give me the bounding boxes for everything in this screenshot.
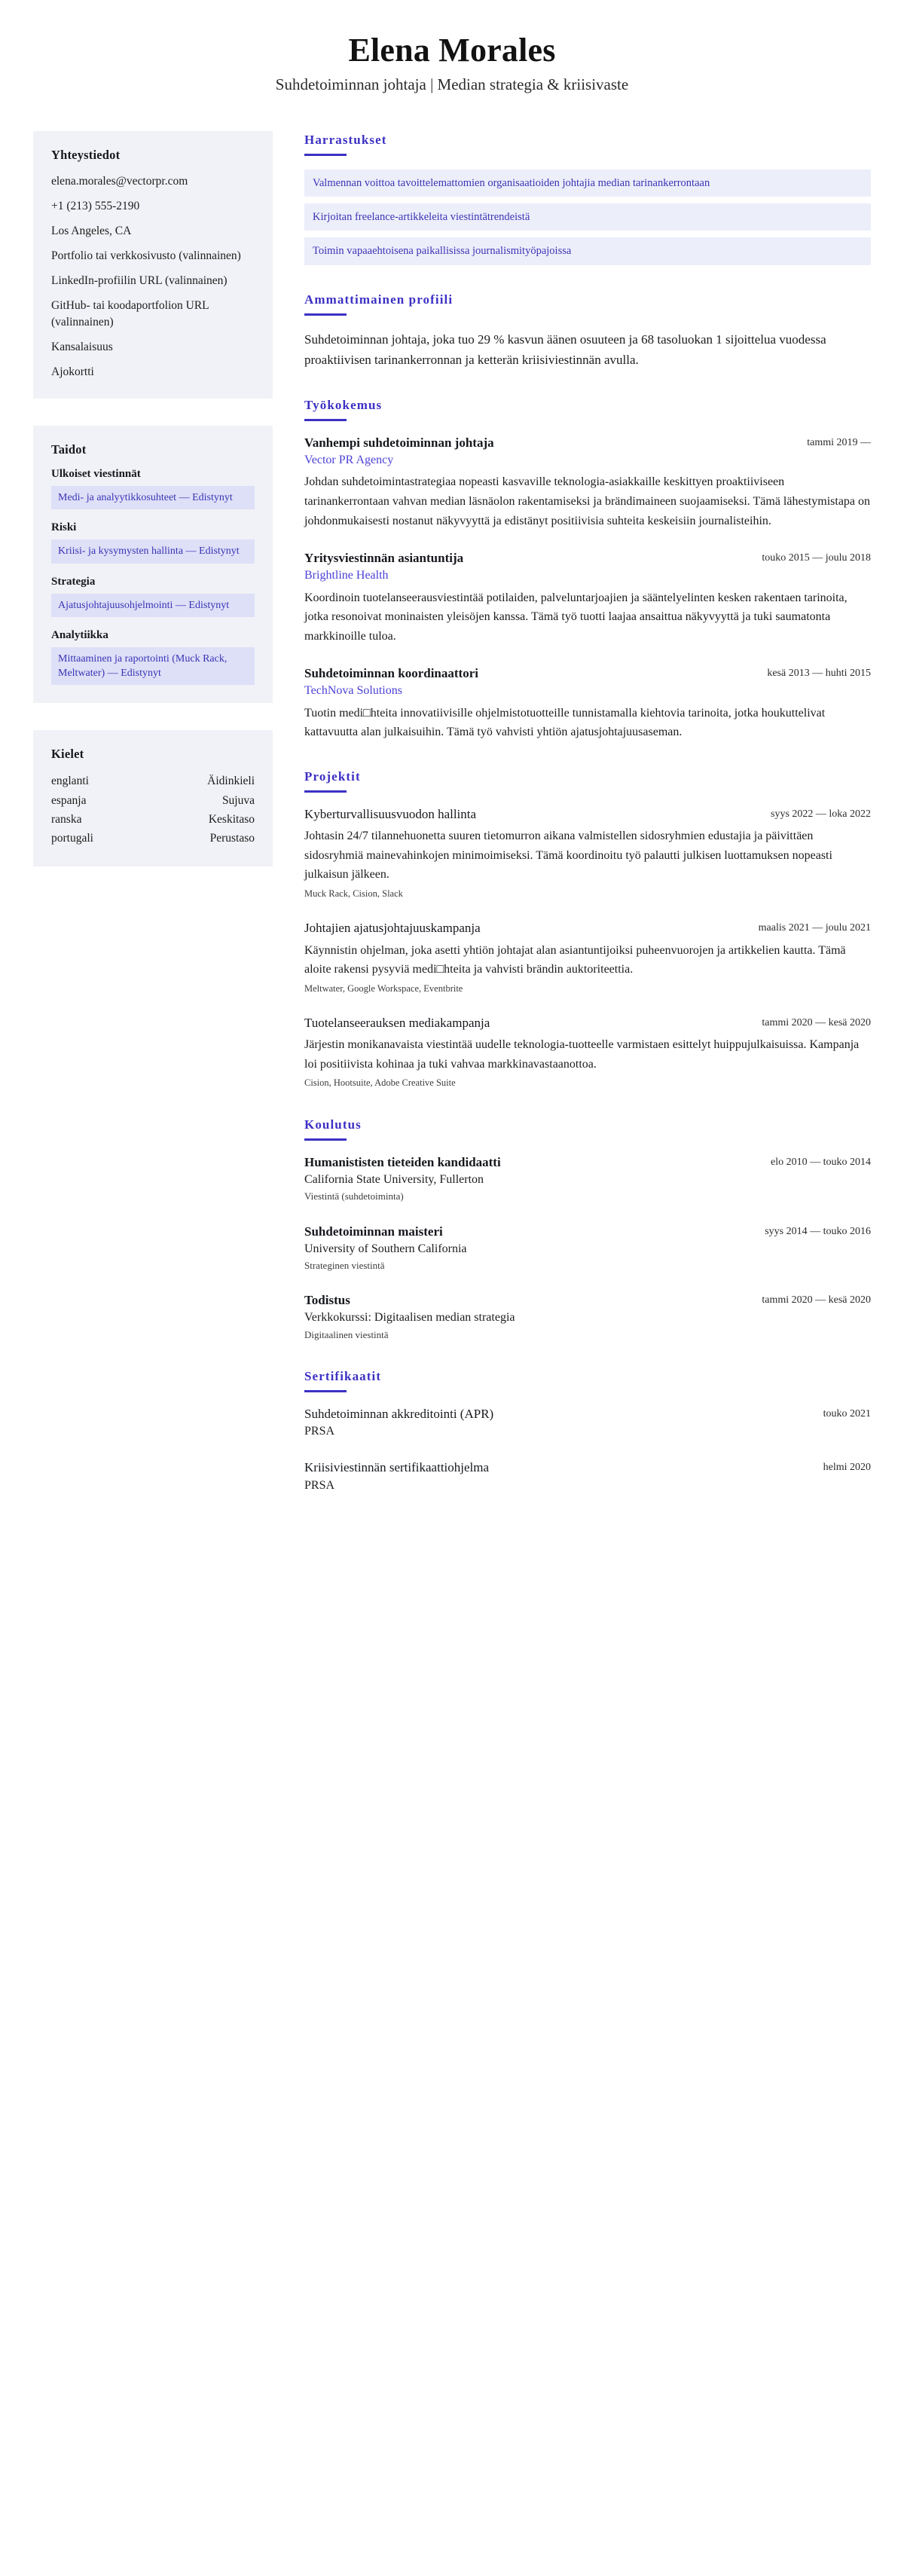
study-field: Strateginen viestintä <box>304 1260 385 1272</box>
skill-group-label: Analytiikka <box>51 628 108 641</box>
profile-summary: Suhdetoiminnan johtaja, joka tuo 29 % kasvun äänen osuuteen ja 68 tasoluokan 1 sijoittelua vuodessa proaktiivisen tarinankerronnan ja ketterän kriisiviestinnän avulla. <box>304 332 826 368</box>
hobby-chip: Toimin vapaaehtoisena paikallisissa journalismityöpajoissa <box>304 237 871 264</box>
section-rule <box>304 1390 347 1392</box>
section-title-profile: Ammattimainen profiili <box>304 292 454 307</box>
job-date: tammi 2019 — <box>807 436 871 448</box>
section-projects <box>304 769 871 1090</box>
certification-issuer: PRSA <box>304 1478 335 1492</box>
entry-head <box>304 1224 871 1240</box>
project-date: tammi 2020 — kesä 2020 <box>762 1017 871 1029</box>
project-description: Käynnistin ohjelman, joka asetti yhtiön johtajat alan asiantuntijoiksi puheenvuorojen ja artikkelien kautta. Tämä aloite rakensi pysyviä medi□hteita ja vahvisti brändin auktoriteettia. <box>304 943 846 976</box>
resume-header <box>0 0 904 102</box>
job-date: kesä 2013 — huhti 2015 <box>767 668 871 680</box>
entry-head <box>304 1406 871 1422</box>
contact-title: Yhteystiedot <box>51 147 121 162</box>
project-date: maalis 2021 — joulu 2021 <box>758 922 871 934</box>
skill-group <box>51 629 255 686</box>
entry-head <box>304 920 871 937</box>
job-date: touko 2015 — joulu 2018 <box>762 552 871 564</box>
contact-phone[interactable]: +1 (213) 555-2190 <box>51 199 140 212</box>
skill-chip: Medi- ja analyytikkosuhteet — Edistynyt <box>51 486 255 509</box>
project-entry <box>304 806 871 900</box>
study-field: Viestintä (suhdetoiminta) <box>304 1190 404 1202</box>
certification-issuer: PRSA <box>304 1425 335 1438</box>
entry-head <box>304 1154 871 1171</box>
job-company: Brightline Health <box>304 569 389 582</box>
hobby-chip: Kirjoitan freelance-artikkeleita viestintätrendeistä <box>304 203 871 231</box>
skill-group <box>51 521 255 563</box>
languages-card <box>33 730 273 866</box>
resume-body <box>0 102 904 1521</box>
skills-title: Taidot <box>51 442 87 457</box>
skill-group-label: Riski <box>51 521 77 534</box>
section-rule <box>304 419 347 421</box>
project-title: Tuotelanseerauksen mediakampanja <box>304 1016 490 1031</box>
entry-head <box>304 435 871 451</box>
job-title: Vanhempi suhdetoiminnan johtaja <box>304 435 494 450</box>
skills-card <box>33 426 273 704</box>
experience-entry <box>304 665 871 742</box>
section-rule <box>304 1138 347 1141</box>
certification-name: Suhdetoiminnan akkreditointi (APR) <box>304 1407 494 1421</box>
certification-name: Kriisiviestinnän sertifikaattiohjelma <box>304 1460 490 1475</box>
school-name: California State University, Fullerton <box>304 1173 484 1187</box>
degree-name: Suhdetoiminnan maisteri <box>304 1224 443 1239</box>
degree-date: elo 2010 — touko 2014 <box>771 1156 871 1168</box>
language-row <box>51 811 255 828</box>
skill-chip: Mittaaminen ja raportointi (Muck Rack, Meltwater) — Edistynyt <box>51 647 255 686</box>
skill-group-label: Strategia <box>51 575 96 588</box>
school-name: University of Southern California <box>304 1242 467 1255</box>
job-title: Suhdetoiminnan koordinaattori <box>304 666 478 681</box>
candidate-headline: Suhdetoiminnan johtaja | Median strategia & kriisivaste <box>275 75 629 93</box>
project-date: syys 2022 — loka 2022 <box>771 808 871 820</box>
certification-entry <box>304 1459 871 1493</box>
job-description: Tuotin medi□hteita innovatiivisille ohjelmistotuotteille tunnistamalla kiehtovia tarinoita, jotka houkuttelivat kattavuutta alan julkaisuihin. Tämä työ vahvisti yhtiön ajatusjohtajuusaseman. <box>304 706 826 739</box>
section-title-hobbies: Harrastukset <box>304 132 387 147</box>
job-title: Yritysviestinnän asiantuntija <box>304 551 464 566</box>
contact-list <box>51 173 255 380</box>
entry-head <box>304 806 871 823</box>
contact-linkedin[interactable]: LinkedIn-profiilin URL (valinnainen) <box>51 273 228 287</box>
degree-name: Todistus <box>304 1293 350 1308</box>
contact-citizenship: Kansalaisuus <box>51 340 113 353</box>
study-field: Digitaalinen viestintä <box>304 1328 389 1340</box>
job-description: Koordinoin tuotelanseerausviestintää potilaiden, palveluntarjoajien ja sääntelyelinten kesken rakentaen tarinoita, jotka resonoivat moninaisten yleisöjen kanssa. Tämä työ tuotti laajaa ansaittua näkyvyyttä ja tuki saumatonta markkinoille tuloa. <box>304 591 848 643</box>
section-title-projects: Projektit <box>304 769 361 784</box>
contact-card <box>33 131 273 399</box>
section-education <box>304 1117 871 1342</box>
skill-group <box>51 576 255 617</box>
skill-group <box>51 468 255 509</box>
project-tech: Meltwater, Google Workspace, Eventbrite <box>304 982 463 994</box>
language-name: englanti <box>51 775 89 788</box>
degree-date: syys 2014 — touko 2016 <box>765 1225 871 1237</box>
skill-group-label: Ulkoiset viestinnät <box>51 467 141 480</box>
entry-head <box>304 1292 871 1309</box>
project-description: Järjestin monikanavaista viestintää uudelle teknologia-tuotteelle varmistaen esittelyt huippujulkaisuissa. Kampanja loi positiivista kohinaa ja tuki vahvaa markkinavastaanottoa. <box>304 1038 860 1071</box>
degree-date: tammi 2020 — kesä 2020 <box>762 1294 871 1306</box>
section-hobbies <box>304 133 871 265</box>
section-certifications <box>304 1369 871 1494</box>
section-experience <box>304 398 871 742</box>
certification-date: touko 2021 <box>823 1408 871 1419</box>
language-level: Perustaso <box>209 832 255 845</box>
project-title: Kyberturvallisuusvuodon hallinta <box>304 807 477 822</box>
project-description: Johtasin 24/7 tilannehuonetta suuren tietomurron aikana valmistellen sidosryhmien edustajia ja päivittäen sidosryhmiä mainevahinkojen minimoimiseksi. Tämä koordinoitu työ palautti julkisen luottamuksen nopeasti julkaisun jälkeen. <box>304 830 832 882</box>
certification-date: helmi 2020 <box>823 1462 871 1474</box>
experience-entry <box>304 550 871 646</box>
project-title: Johtajien ajatusjohtajuuskampanja <box>304 921 481 936</box>
entry-head <box>304 550 871 567</box>
language-name: portugali <box>51 832 93 845</box>
entry-head <box>304 1015 871 1031</box>
contact-email[interactable]: elena.morales@vectorpr.com <box>51 174 188 188</box>
language-row <box>51 792 255 809</box>
language-level: Keskitaso <box>208 812 255 826</box>
contact-portfolio[interactable]: Portfolio tai verkkosivusto (valinnainen) <box>51 249 241 262</box>
job-company: TechNova Solutions <box>304 684 402 698</box>
section-rule <box>304 790 347 793</box>
education-entry <box>304 1292 871 1342</box>
language-level: Sujuva <box>221 793 255 807</box>
sidebar <box>33 131 273 894</box>
section-rule <box>304 154 347 156</box>
language-row <box>51 772 255 790</box>
experience-entry <box>304 435 871 530</box>
job-company: Vector PR Agency <box>304 453 394 466</box>
contact-driving-licence: Ajokortti <box>51 365 94 378</box>
job-description: Johdan suhdetoimintastrategiaa nopeasti kasvaville teknologia-asiakkaille keskittyen proaktiiviseen tarinankerrontaan vahvan median läsnäolon rakentamiseksi ja brändimaineen suojaamiseksi. Tämä lähestymistapa on johdonmukaisesti nostanut näkyvyyttä ja edistänyt positiivisia suhteita keskeisiin journalisteihin. <box>304 475 871 527</box>
project-entry <box>304 920 871 995</box>
education-entry <box>304 1224 871 1273</box>
languages-title: Kielet <box>51 747 84 762</box>
candidate-name: Elena Morales <box>348 32 556 69</box>
section-rule <box>304 313 347 316</box>
entry-head <box>304 1459 871 1476</box>
project-tech: Muck Rack, Cision, Slack <box>304 888 403 899</box>
entry-head <box>304 665 871 682</box>
school-name: Verkkokurssi: Digitaalisen median strategia <box>304 1311 515 1325</box>
section-title-certifications: Sertifikaatit <box>304 1369 382 1383</box>
section-title-experience: Työkokemus <box>304 397 383 412</box>
main-column <box>304 131 871 1521</box>
language-name: ranska <box>51 812 82 826</box>
certification-entry <box>304 1406 871 1440</box>
project-tech: Cision, Hootsuite, Adobe Creative Suite <box>304 1077 456 1089</box>
project-entry <box>304 1015 871 1090</box>
language-row <box>51 830 255 847</box>
education-entry <box>304 1154 871 1204</box>
language-name: espanja <box>51 793 87 807</box>
skill-chip: Kriisi- ja kysymysten hallinta — Edistynyt <box>51 539 255 563</box>
contact-github[interactable]: GitHub- tai koodaportfolion URL (valinnainen) <box>51 298 209 328</box>
section-profile <box>304 292 871 371</box>
degree-name: Humanististen tieteiden kandidaatti <box>304 1154 501 1169</box>
section-title-education: Koulutus <box>304 1117 362 1132</box>
language-level: Äidinkieli <box>207 775 255 788</box>
contact-location: Los Angeles, CA <box>51 224 132 237</box>
hobby-chip: Valmennan voittoa tavoittelemattomien organisaatioiden johtajia median tarinankerrontaan <box>304 170 871 197</box>
skill-chip: Ajatusjohtajuusohjelmointi — Edistynyt <box>51 594 255 617</box>
